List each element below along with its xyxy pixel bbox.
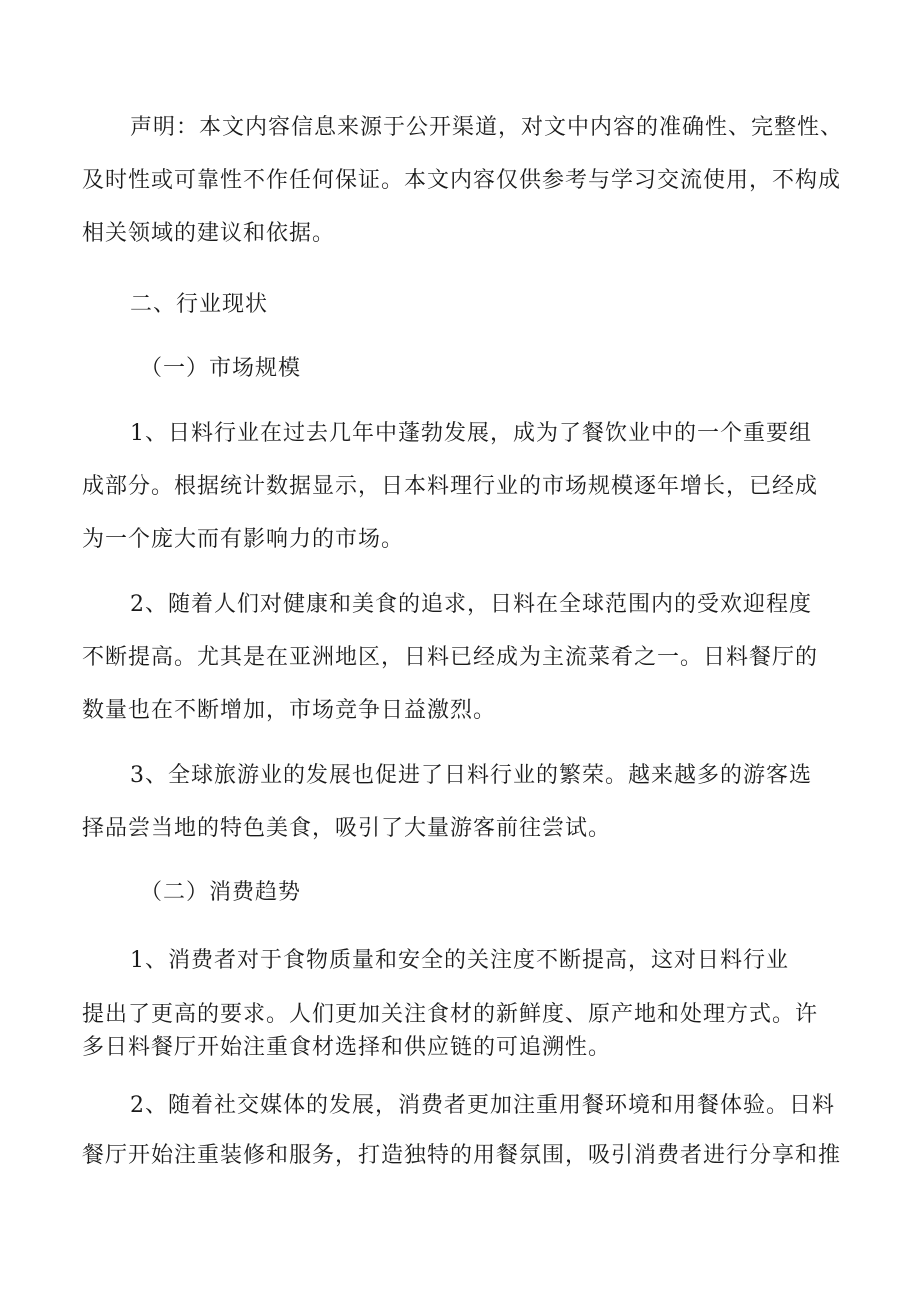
paragraph-line: 2、随着社交媒体的发展，消费者更加注重用餐环境和用餐体验。日料 [130, 1093, 835, 1118]
disclaimer-line: 相关领域的建议和依据。 [82, 221, 336, 246]
section-heading: 二、行业现状 [130, 292, 269, 317]
paragraph-line: 多日料餐厅开始注重食材选择和供应链的可追溯性。 [82, 1035, 612, 1060]
paragraph-line: 不断提高。尤其是在亚洲地区，日料已经成为主流菜肴之一。日料餐厅的 [82, 645, 819, 670]
paragraph-line: 成部分。根据统计数据显示，日本料理行业的市场规模逐年增长，已经成 [82, 474, 819, 499]
paragraph-line: 1、日料行业在过去几年中蓬勃发展，成为了餐饮业中的一个重要组 [130, 421, 812, 446]
disclaimer-line: 声明：本文内容信息来源于公开渠道，对文中内容的准确性、完整性、 [130, 115, 844, 140]
paragraph-line: 2、随着人们对健康和美食的追求，日料在全球范围内的受欢迎程度 [130, 592, 812, 617]
disclaimer-line: 及时性或可靠性不作任何保证。本文内容仅供参考与学习交流使用，不构成 [82, 168, 842, 193]
paragraph-line: 1、消费者对于食物质量和安全的关注度不断提高，这对日料行业 [130, 948, 789, 973]
paragraph-line: 择品尝当地的特色美食，吸引了大量游客前往尝试。 [82, 816, 612, 841]
paragraph-line: 餐厅开始注重装修和服务，打造独特的用餐氛围，吸引消费者进行分享和推 [82, 1143, 842, 1168]
paragraph-line: 数量也在不断增加，市场竞争日益激烈。 [82, 698, 497, 723]
paragraph-line: 提出了更高的要求。人们更加关注食材的新鲜度、原产地和处理方式。许 [82, 1002, 819, 1027]
paragraph-line: 为一个庞大而有影响力的市场。 [82, 527, 405, 552]
paragraph-line: 3、全球旅游业的发展也促进了日料行业的繁荣。越来越多的游客选 [130, 763, 812, 788]
subsection-heading: （二）消费趋势 [140, 880, 302, 905]
subsection-heading: （一）市场规模 [140, 356, 302, 381]
